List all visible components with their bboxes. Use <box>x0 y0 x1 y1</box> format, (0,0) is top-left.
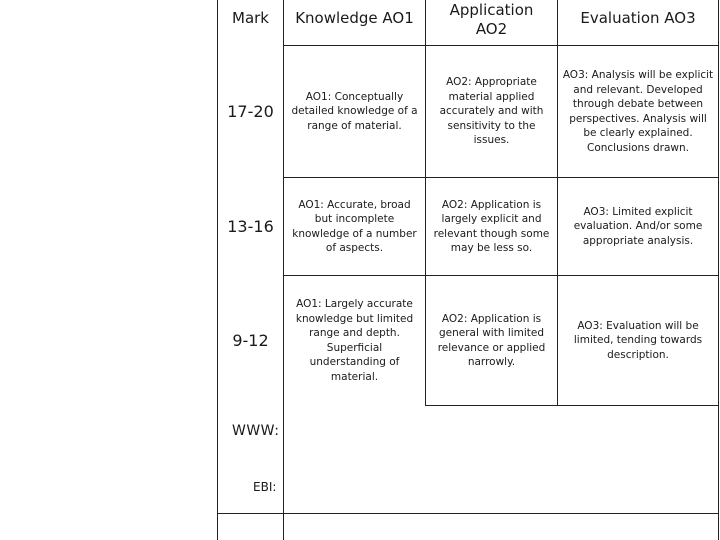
ebi-label: EBI: <box>253 480 277 494</box>
ao1-descriptor: AO1: Largely accurate knowledge but limited range and depth. Superficial understanding of material. <box>295 298 414 383</box>
mark-band-17-20: 17-20 <box>227 102 274 121</box>
mark-band-9-12: 9-12 <box>232 331 269 350</box>
ao3-descriptor: AO3: Evaluation will be limited, tending towards description. <box>573 319 703 361</box>
header-application-ao2: Application AO2 <box>449 1 534 38</box>
ao3-descriptor: AO3: Limited explicit evaluation. And/or some appropriate analysis. <box>573 205 703 247</box>
www-label: WWW: <box>232 423 280 439</box>
header-evaluation-ao3: Evaluation AO3 <box>580 9 696 27</box>
grid-line <box>718 0 719 540</box>
ao2-descriptor: AO2: Appropriate material applied accurately and with sensitivity to the issues. <box>439 76 544 147</box>
ao2-descriptor: AO2: Application is largely explicit and relevant though some may be less so. <box>433 198 550 254</box>
ao3-descriptor: AO3: Analysis will be explicit and relevant. Developed through debate between perspectives. Analysis will be clearly explained. Conclusions drawn. <box>562 69 714 154</box>
header-knowledge-ao1: Knowledge AO1 <box>295 9 414 27</box>
ao1-descriptor: AO1: Accurate, broad but incomplete knowledge of a number of aspects. <box>292 198 417 254</box>
www-feedback-box[interactable] <box>284 406 718 512</box>
ebi-feedback-box[interactable] <box>284 514 718 540</box>
mark-band-13-16: 13-16 <box>227 217 274 236</box>
header-mark: Mark <box>232 9 269 27</box>
ao2-descriptor: AO2: Application is general with limited relevance or applied narrowly. <box>437 312 546 368</box>
ao1-descriptor: AO1: Conceptually detailed knowledge of a range of material. <box>291 90 418 132</box>
